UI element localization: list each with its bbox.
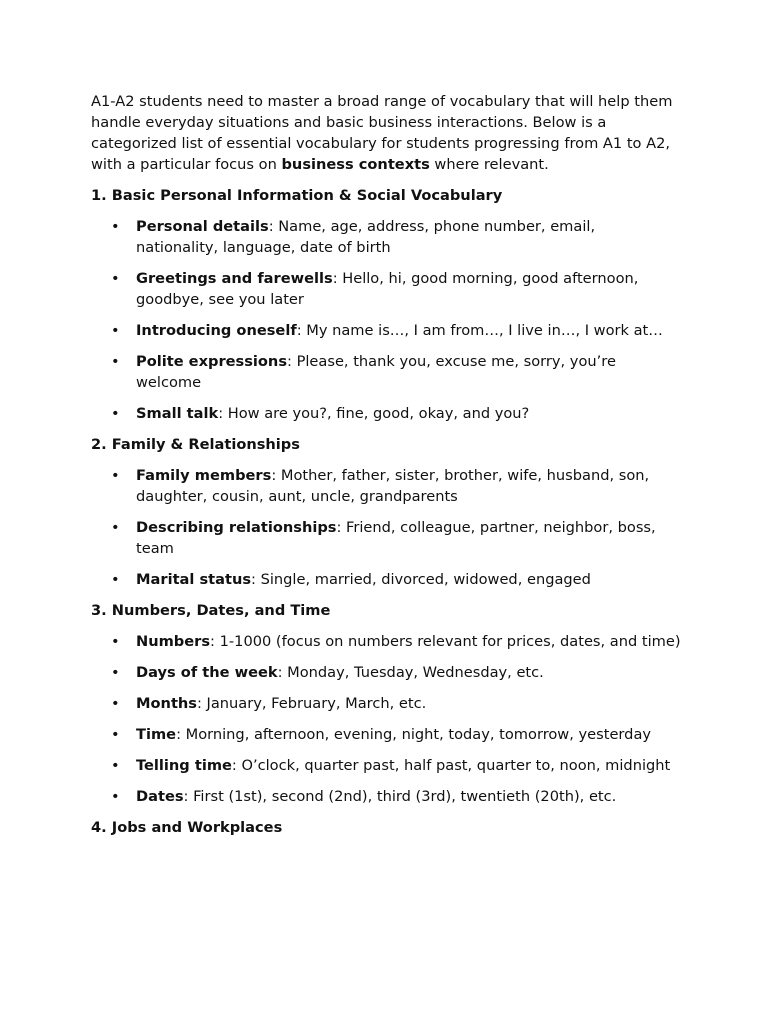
section-heading: 2. Family & Relationships: [91, 436, 300, 453]
item-text: : 1-1000 (focus on numbers relevant for prices, dates, and time): [210, 633, 681, 650]
item-term: Greetings and farewells: [136, 270, 333, 287]
bullet-icon: •: [111, 695, 120, 712]
section-list: [91, 216, 681, 424]
bullet-icon: •: [111, 322, 120, 339]
item-term: Dates: [136, 788, 184, 805]
bullet-icon: •: [111, 757, 120, 774]
item-text: : My name is…, I am from…, I live in…, I work at…: [296, 322, 663, 339]
intro-text-end: where relevant.: [429, 156, 549, 173]
bullet-icon: •: [111, 270, 120, 287]
section-heading: 4. Jobs and Workplaces: [91, 819, 283, 836]
item-text: : Mother, father, sister, brother, wife, husband, son, daughter, cousin, aunt, uncle, grandparents: [136, 467, 650, 505]
item-term: Personal details: [136, 218, 269, 235]
list-item: [91, 403, 681, 424]
bullet-icon: •: [111, 467, 120, 484]
list-item: [91, 569, 681, 590]
item-term: Describing relationships: [136, 519, 337, 536]
intro-paragraph: [91, 91, 681, 175]
item-term: Family members: [136, 467, 272, 484]
list-item: [91, 631, 681, 652]
list-item: [91, 693, 681, 714]
item-text: : Name, age, address, phone number, email, nationality, language, date of birth: [136, 218, 596, 256]
item-text: : How are you?, fine, good, okay, and you?: [218, 405, 530, 422]
sections-container: [91, 185, 681, 838]
item-term: Marital status: [136, 571, 252, 588]
bullet-icon: •: [111, 633, 120, 650]
item-term: Months: [136, 695, 197, 712]
item-term: Telling time: [136, 757, 232, 774]
section-list: [91, 465, 681, 590]
bullet-icon: •: [111, 664, 120, 681]
intro-text: A1-A2 students need to master a broad range of vocabulary that will help them handle everyday situations and basic business interactions. Below is a categorized list of essential vocabulary for students progressing from A1 to A2, with a particular focus on: [91, 93, 673, 173]
bullet-icon: •: [111, 788, 120, 805]
item-text: : First (1st), second (2nd), third (3rd), twentieth (20th), etc.: [183, 788, 617, 805]
item-text: : Morning, afternoon, evening, night, today, tomorrow, yesterday: [176, 726, 652, 743]
list-item: [91, 755, 681, 776]
item-term: Time: [136, 726, 177, 743]
section-heading: 3. Numbers, Dates, and Time: [91, 602, 331, 619]
bullet-icon: •: [111, 726, 120, 743]
bullet-icon: •: [111, 218, 120, 235]
list-item: [91, 351, 681, 393]
item-term: Introducing oneself: [136, 322, 297, 339]
list-item: [91, 517, 681, 559]
item-term: Polite expressions: [136, 353, 288, 370]
bullet-icon: •: [111, 353, 120, 370]
document-body: [91, 91, 681, 848]
item-term: Small talk: [136, 405, 219, 422]
bullet-icon: •: [111, 519, 120, 536]
item-text: : Please, thank you, excuse me, sorry, you’re welcome: [136, 353, 616, 391]
list-item: [91, 268, 681, 310]
list-item: [91, 786, 681, 807]
item-text: : Single, married, divorced, widowed, engaged: [251, 571, 591, 588]
bullet-icon: •: [111, 405, 120, 422]
list-item: [91, 216, 681, 258]
list-item: [91, 662, 681, 683]
intro-bold-text: business contexts: [281, 156, 430, 173]
item-text: : January, February, March, etc.: [197, 695, 427, 712]
item-term: Days of the week: [136, 664, 278, 681]
list-item: [91, 465, 681, 507]
item-text: : O’clock, quarter past, half past, quarter to, noon, midnight: [231, 757, 671, 774]
section-list: [91, 631, 681, 807]
item-text: : Hello, hi, good morning, good afternoon, goodbye, see you later: [136, 270, 639, 308]
item-text: : Monday, Tuesday, Wednesday, etc.: [277, 664, 544, 681]
item-term: Numbers: [136, 633, 211, 650]
bullet-icon: •: [111, 571, 120, 588]
section-heading: 1. Basic Personal Information & Social Vocabulary: [91, 187, 503, 204]
item-text: : Friend, colleague, partner, neighbor, boss, team: [136, 519, 656, 557]
list-item: [91, 320, 681, 341]
list-item: [91, 724, 681, 745]
